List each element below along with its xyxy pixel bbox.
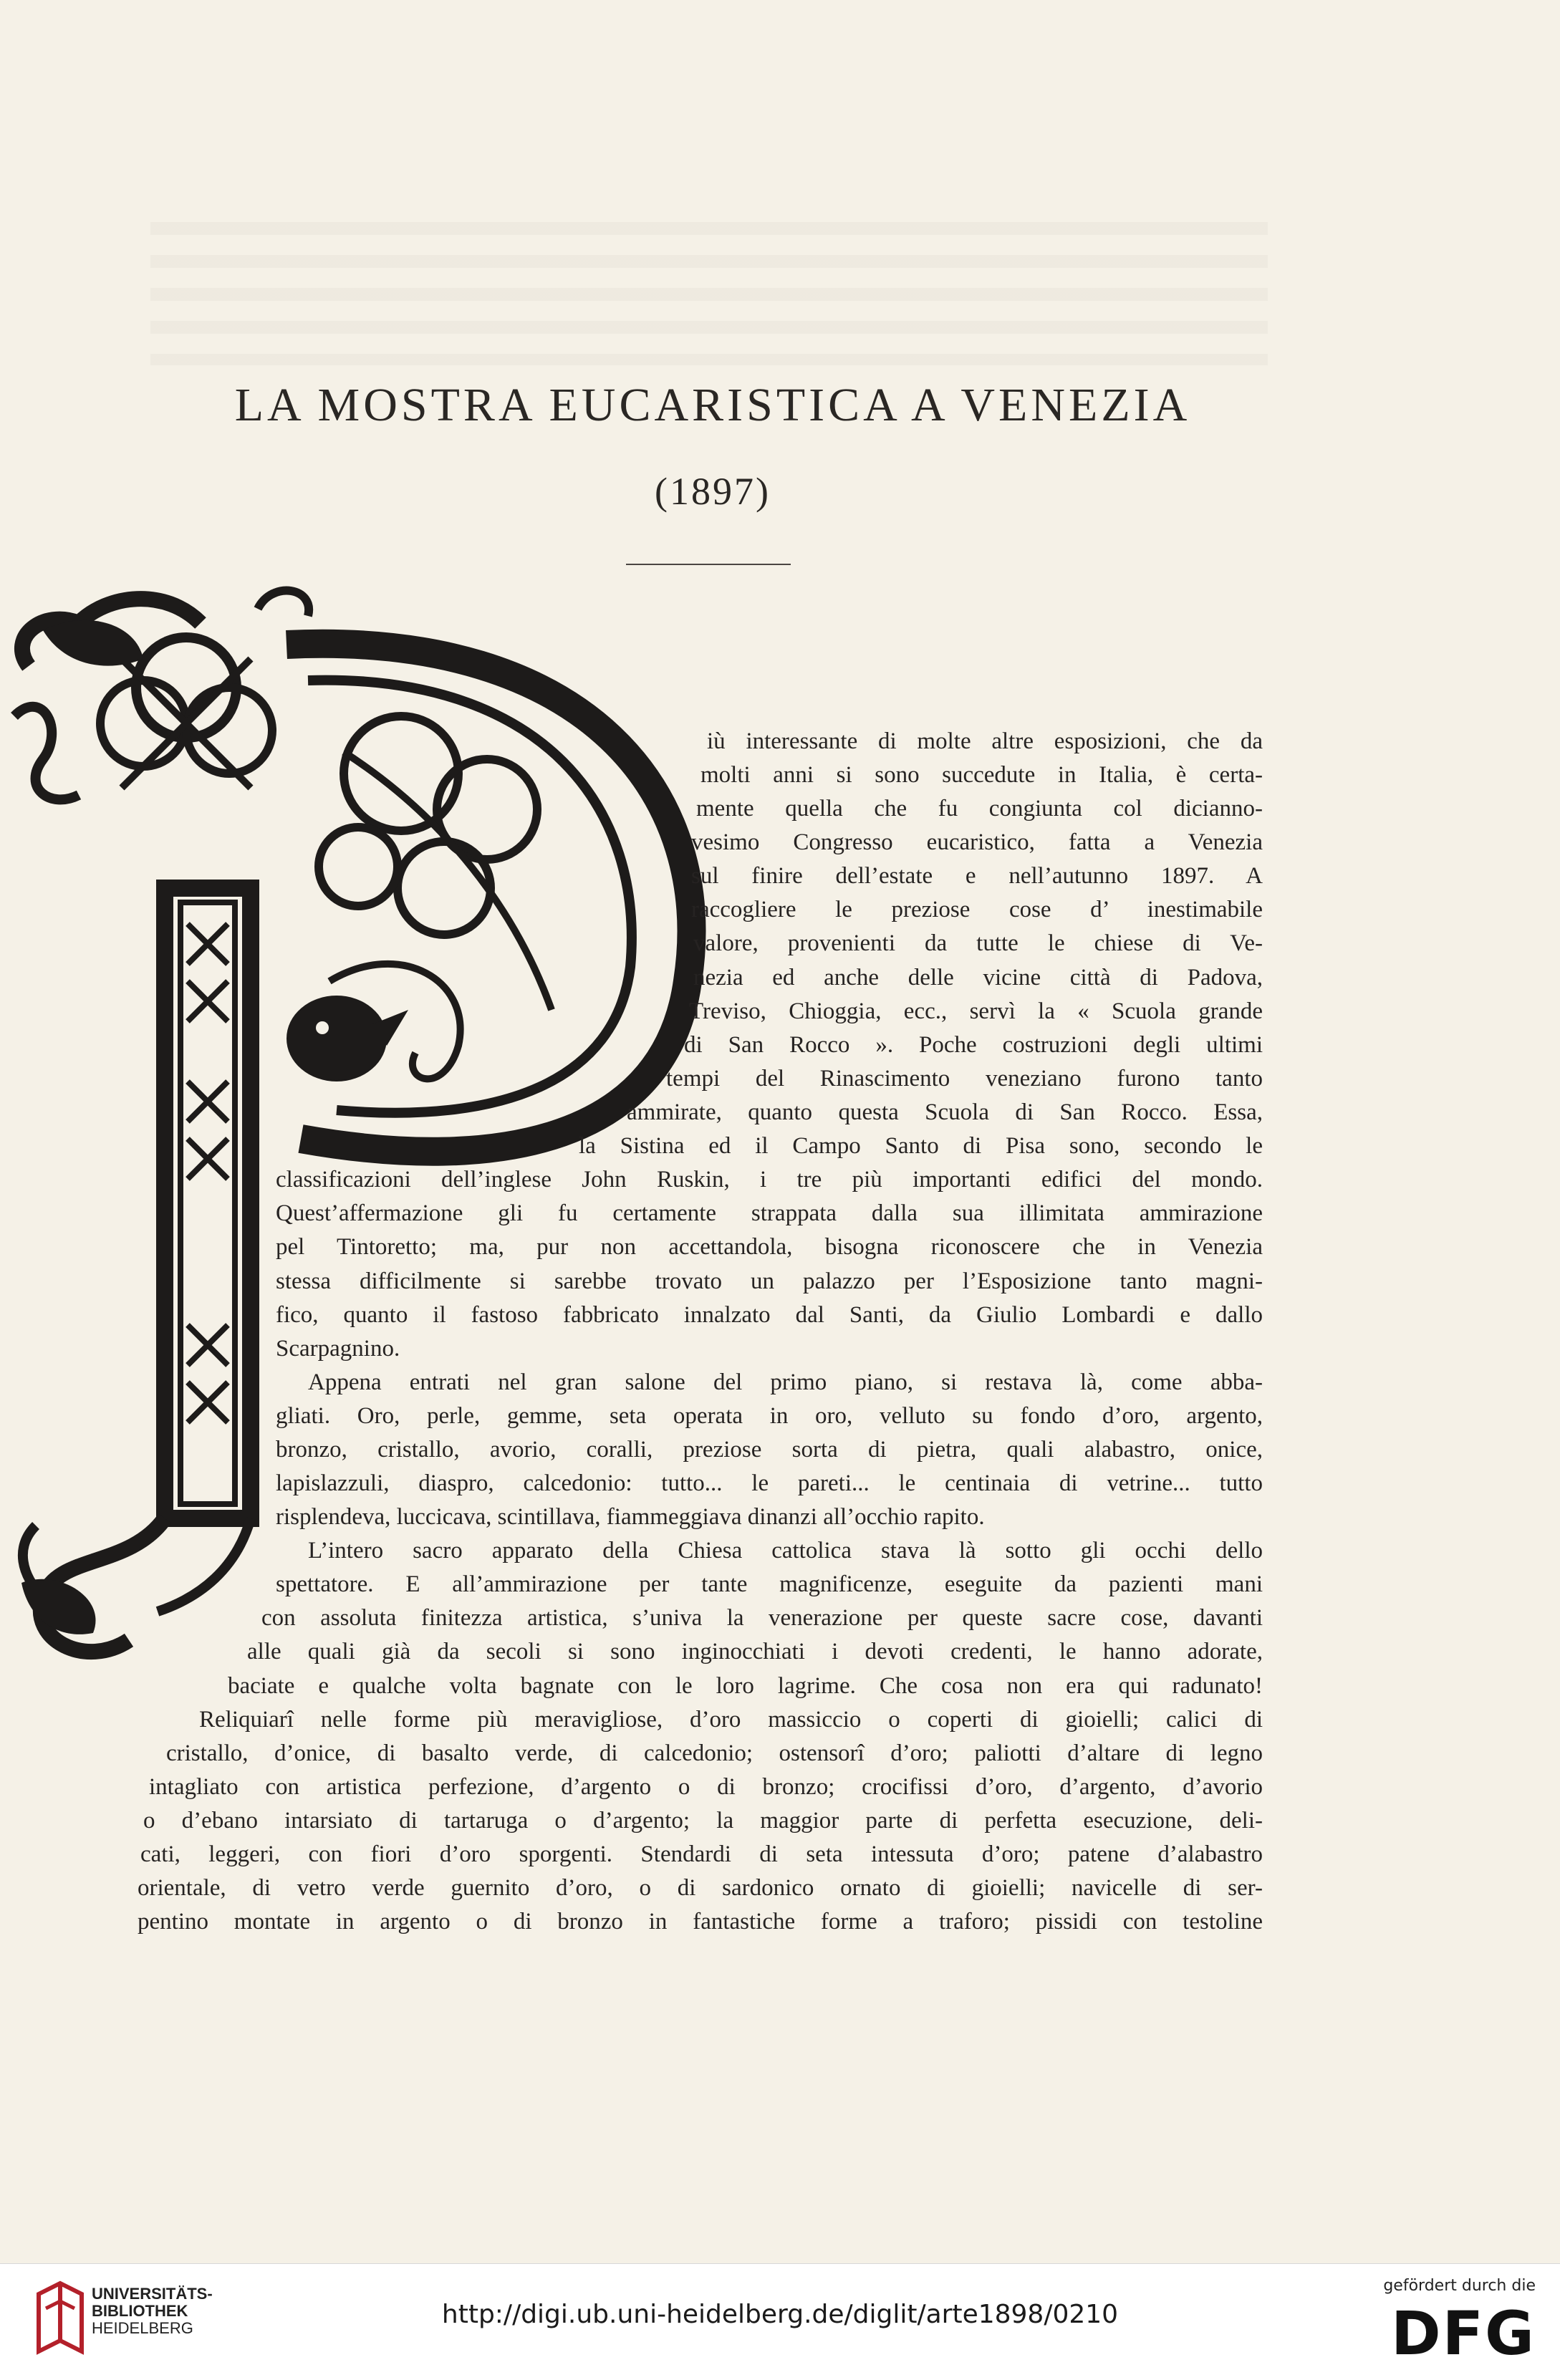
text-line: spettatore. E all’ammirazione per tante magnificenze, eseguite da pazienti mani bbox=[276, 1571, 1263, 1597]
text-line: Reliquiarî nelle forme più meravigliose, d’oro massiccio o coperti di gioielli; calici di bbox=[199, 1707, 1263, 1733]
dfg-logo: DFG bbox=[1390, 2298, 1536, 2369]
title-rule bbox=[626, 564, 791, 565]
text-line: intagliato con artistica perfezione, d’argento o di bronzo; crocifissi d’oro, d’argento, d’avorio bbox=[149, 1774, 1263, 1800]
text-line: alle quali già da secoli si sono inginocchiati i devoti credenti, le hanno adorate, bbox=[247, 1639, 1263, 1664]
text-line: raccogliere le preziose cose d’ inestimabile bbox=[691, 897, 1263, 922]
university-library-name: UNIVERSITÄTS- BIBLIOTHEK HEIDELBERG bbox=[92, 2285, 213, 2337]
article-title: LA MOSTRA EUCARISTICA A VENEZIA bbox=[234, 379, 1191, 431]
text-line: stessa difficilmente si sarebbe trovato un palazzo per l’Esposizione tanto magni- bbox=[276, 1268, 1263, 1294]
text-line: iù interessante di molte altre esposizioni, che da bbox=[707, 728, 1263, 754]
text-line: molti anni si sono succedute in Italia, è certa- bbox=[700, 762, 1263, 788]
text-line: Scarpagnino. bbox=[276, 1336, 400, 1362]
text-line: con assoluta finitezza artistica, s’univa la venerazione per queste sacre cose, davanti bbox=[261, 1605, 1263, 1631]
text-line: vesimo Congresso eucaristico, fatta a Venezia bbox=[691, 829, 1263, 855]
permalink-url[interactable]: http://digi.ub.uni-heidelberg.de/diglit/arte1898/0210 bbox=[441, 2300, 1119, 2329]
article-body bbox=[0, 725, 1289, 1957]
text-line: lapislazzuli, diaspro, calcedonio: tutto... le pareti... le centinaia di vetrine... tutto bbox=[276, 1470, 1263, 1496]
text-line: fico, quanto il fastoso fabbricato innalzato dal Santi, da Giulio Lombardi e dallo bbox=[276, 1302, 1263, 1328]
text-line: cristallo, d’onice, di basalto verde, di calcedonio; ostensorî d’oro; paliotti d’altare di legno bbox=[166, 1740, 1263, 1766]
show-through-text bbox=[150, 222, 1268, 365]
text-line: Quest’affermazione gli fu certamente strappata dalla sua illimitata ammirazione bbox=[276, 1200, 1263, 1226]
text-line: baciate e qualche volta bagnate con le loro lagrime. Che cosa non era qui radunato! bbox=[228, 1673, 1263, 1699]
text-line: ammirate, quanto questa Scuola di San Rocco. Essa, bbox=[627, 1099, 1263, 1125]
article-year: (1897) bbox=[655, 470, 771, 513]
text-line: gliati. Oro, perle, gemme, seta operata in oro, velluto su fondo d’oro, argento, bbox=[276, 1403, 1263, 1429]
text-line: L’intero sacro apparato della Chiesa cattolica stava là sotto gli occhi dello bbox=[308, 1538, 1263, 1564]
text-line: pel Tintoretto; ma, pur non accettandola, bisogna riconoscere che in Venezia bbox=[276, 1234, 1263, 1260]
text-line: Appena entrati nel gran salone del primo piano, si restava là, come abba- bbox=[308, 1369, 1263, 1395]
text-line: risplendeva, luccicava, scintillava, fiammeggiava dinanzi all’occhio rapito. bbox=[276, 1504, 985, 1530]
text-line: nezia ed anche delle vicine città di Padova, bbox=[693, 965, 1263, 991]
text-line: classificazioni dell’inglese John Ruskin, i tre più importanti edifici del mondo. bbox=[276, 1167, 1263, 1193]
text-line: mente quella che fu congiunta col dicianno- bbox=[696, 796, 1263, 822]
text-line: valore, provenienti da tutte le chiese di Ve- bbox=[693, 930, 1263, 956]
text-line: pentino montate in argento o di bronzo in fantastiche forme a traforo; pissidi con testoline bbox=[138, 1909, 1263, 1935]
text-line: orientale, di vetro verde guernito d’oro, o di sardonico ornato di gioielli; navicelle di ser- bbox=[138, 1875, 1263, 1901]
text-line: la Sistina ed il Campo Santo di Pisa sono, secondo le bbox=[579, 1133, 1263, 1159]
funding-label: gefördert durch die bbox=[1383, 2277, 1536, 2295]
text-line: bronzo, cristallo, avorio, coralli, preziose sorta di pietra, quali alabastro, onice, bbox=[276, 1437, 1263, 1463]
text-line: di San Rocco ». Poche costruzioni degli ultimi bbox=[684, 1032, 1263, 1058]
viewer-footer bbox=[0, 2263, 1560, 2380]
text-line: Treviso, Chioggia, ecc., servì la « Scuola grande bbox=[689, 998, 1263, 1024]
text-line: tempi del Rinascimento veneziano furono tanto bbox=[666, 1066, 1263, 1092]
text-line: cati, leggeri, con fiori d’oro sporgenti. Stendardi di seta intessuta d’oro; patene d’alabastro bbox=[140, 1841, 1263, 1867]
text-line: o d’ebano intarsiato di tartaruga o d’argento; la maggior parte di perfetta esecuzione, deli- bbox=[143, 1808, 1263, 1834]
text-line: sul finire dell’estate e nell’autunno 1897. A bbox=[691, 863, 1263, 889]
